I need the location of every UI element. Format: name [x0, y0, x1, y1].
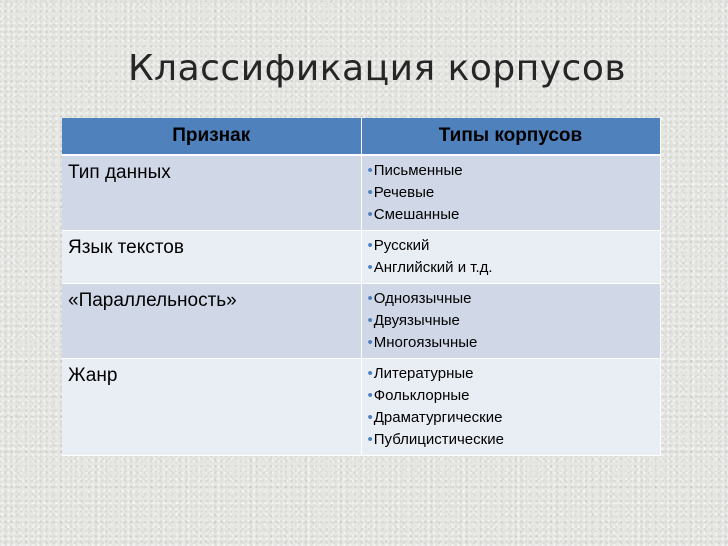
list-item: [368, 429, 654, 451]
bullet-icon: •: [367, 162, 373, 179]
bullet-icon: •: [367, 334, 373, 351]
bullet-icon: •: [367, 184, 373, 201]
table-row: [62, 359, 660, 456]
table-row: [62, 231, 660, 284]
bullet-icon: •: [367, 312, 373, 329]
list-item-text: Речевые: [373, 184, 435, 201]
bullet-icon: •: [367, 365, 373, 382]
types-list: [368, 160, 654, 226]
list-item-text: Смешанные: [373, 206, 460, 223]
list-item-text: Драматургические: [373, 409, 503, 426]
list-item-text: Фольклорные: [373, 387, 470, 404]
list-item: [368, 310, 654, 332]
feature-cell: Язык текстов: [62, 231, 361, 284]
list-item-text: Английский и т.д.: [373, 259, 493, 276]
list-item: [368, 235, 654, 257]
list-item-text: Публицистические: [373, 431, 504, 448]
bullet-icon: •: [367, 387, 373, 404]
types-list: [368, 363, 654, 451]
table-header-row: [62, 118, 660, 155]
classification-table-container: [62, 118, 660, 456]
list-item-text: Русский: [373, 237, 430, 254]
header-feature: Признак: [62, 118, 361, 155]
feature-cell: Тип данных: [62, 155, 361, 231]
types-cell: [361, 359, 660, 456]
list-item: [368, 363, 654, 385]
slide-title: Классификация корпусов: [128, 48, 627, 89]
bullet-icon: •: [367, 409, 373, 426]
bullet-icon: •: [367, 259, 373, 276]
list-item-text: Литературные: [373, 365, 474, 382]
types-cell: [361, 231, 660, 284]
feature-cell: «Параллельность»: [62, 284, 361, 359]
list-item: [368, 204, 654, 226]
bullet-icon: •: [367, 237, 373, 254]
list-item: [368, 385, 654, 407]
list-item: [368, 160, 654, 182]
list-item: [368, 182, 654, 204]
classification-table: [62, 118, 661, 456]
types-cell: [361, 155, 660, 231]
list-item-text: Двуязычные: [373, 312, 460, 329]
types-cell: [361, 284, 660, 359]
bullet-icon: •: [367, 431, 373, 448]
list-item: [368, 407, 654, 429]
bullet-icon: •: [367, 206, 373, 223]
table-row: [62, 284, 660, 359]
feature-cell: Жанр: [62, 359, 361, 456]
list-item: [368, 288, 654, 310]
list-item-text: Письменные: [373, 162, 463, 179]
list-item-text: Одноязычные: [373, 290, 472, 307]
table-row: [62, 155, 660, 231]
header-corpus-types: Типы корпусов: [361, 118, 660, 155]
list-item: [368, 257, 654, 279]
types-list: [368, 288, 654, 354]
list-item-text: Многоязычные: [373, 334, 478, 351]
bullet-icon: •: [367, 290, 373, 307]
list-item: [368, 332, 654, 354]
types-list: [368, 235, 654, 279]
